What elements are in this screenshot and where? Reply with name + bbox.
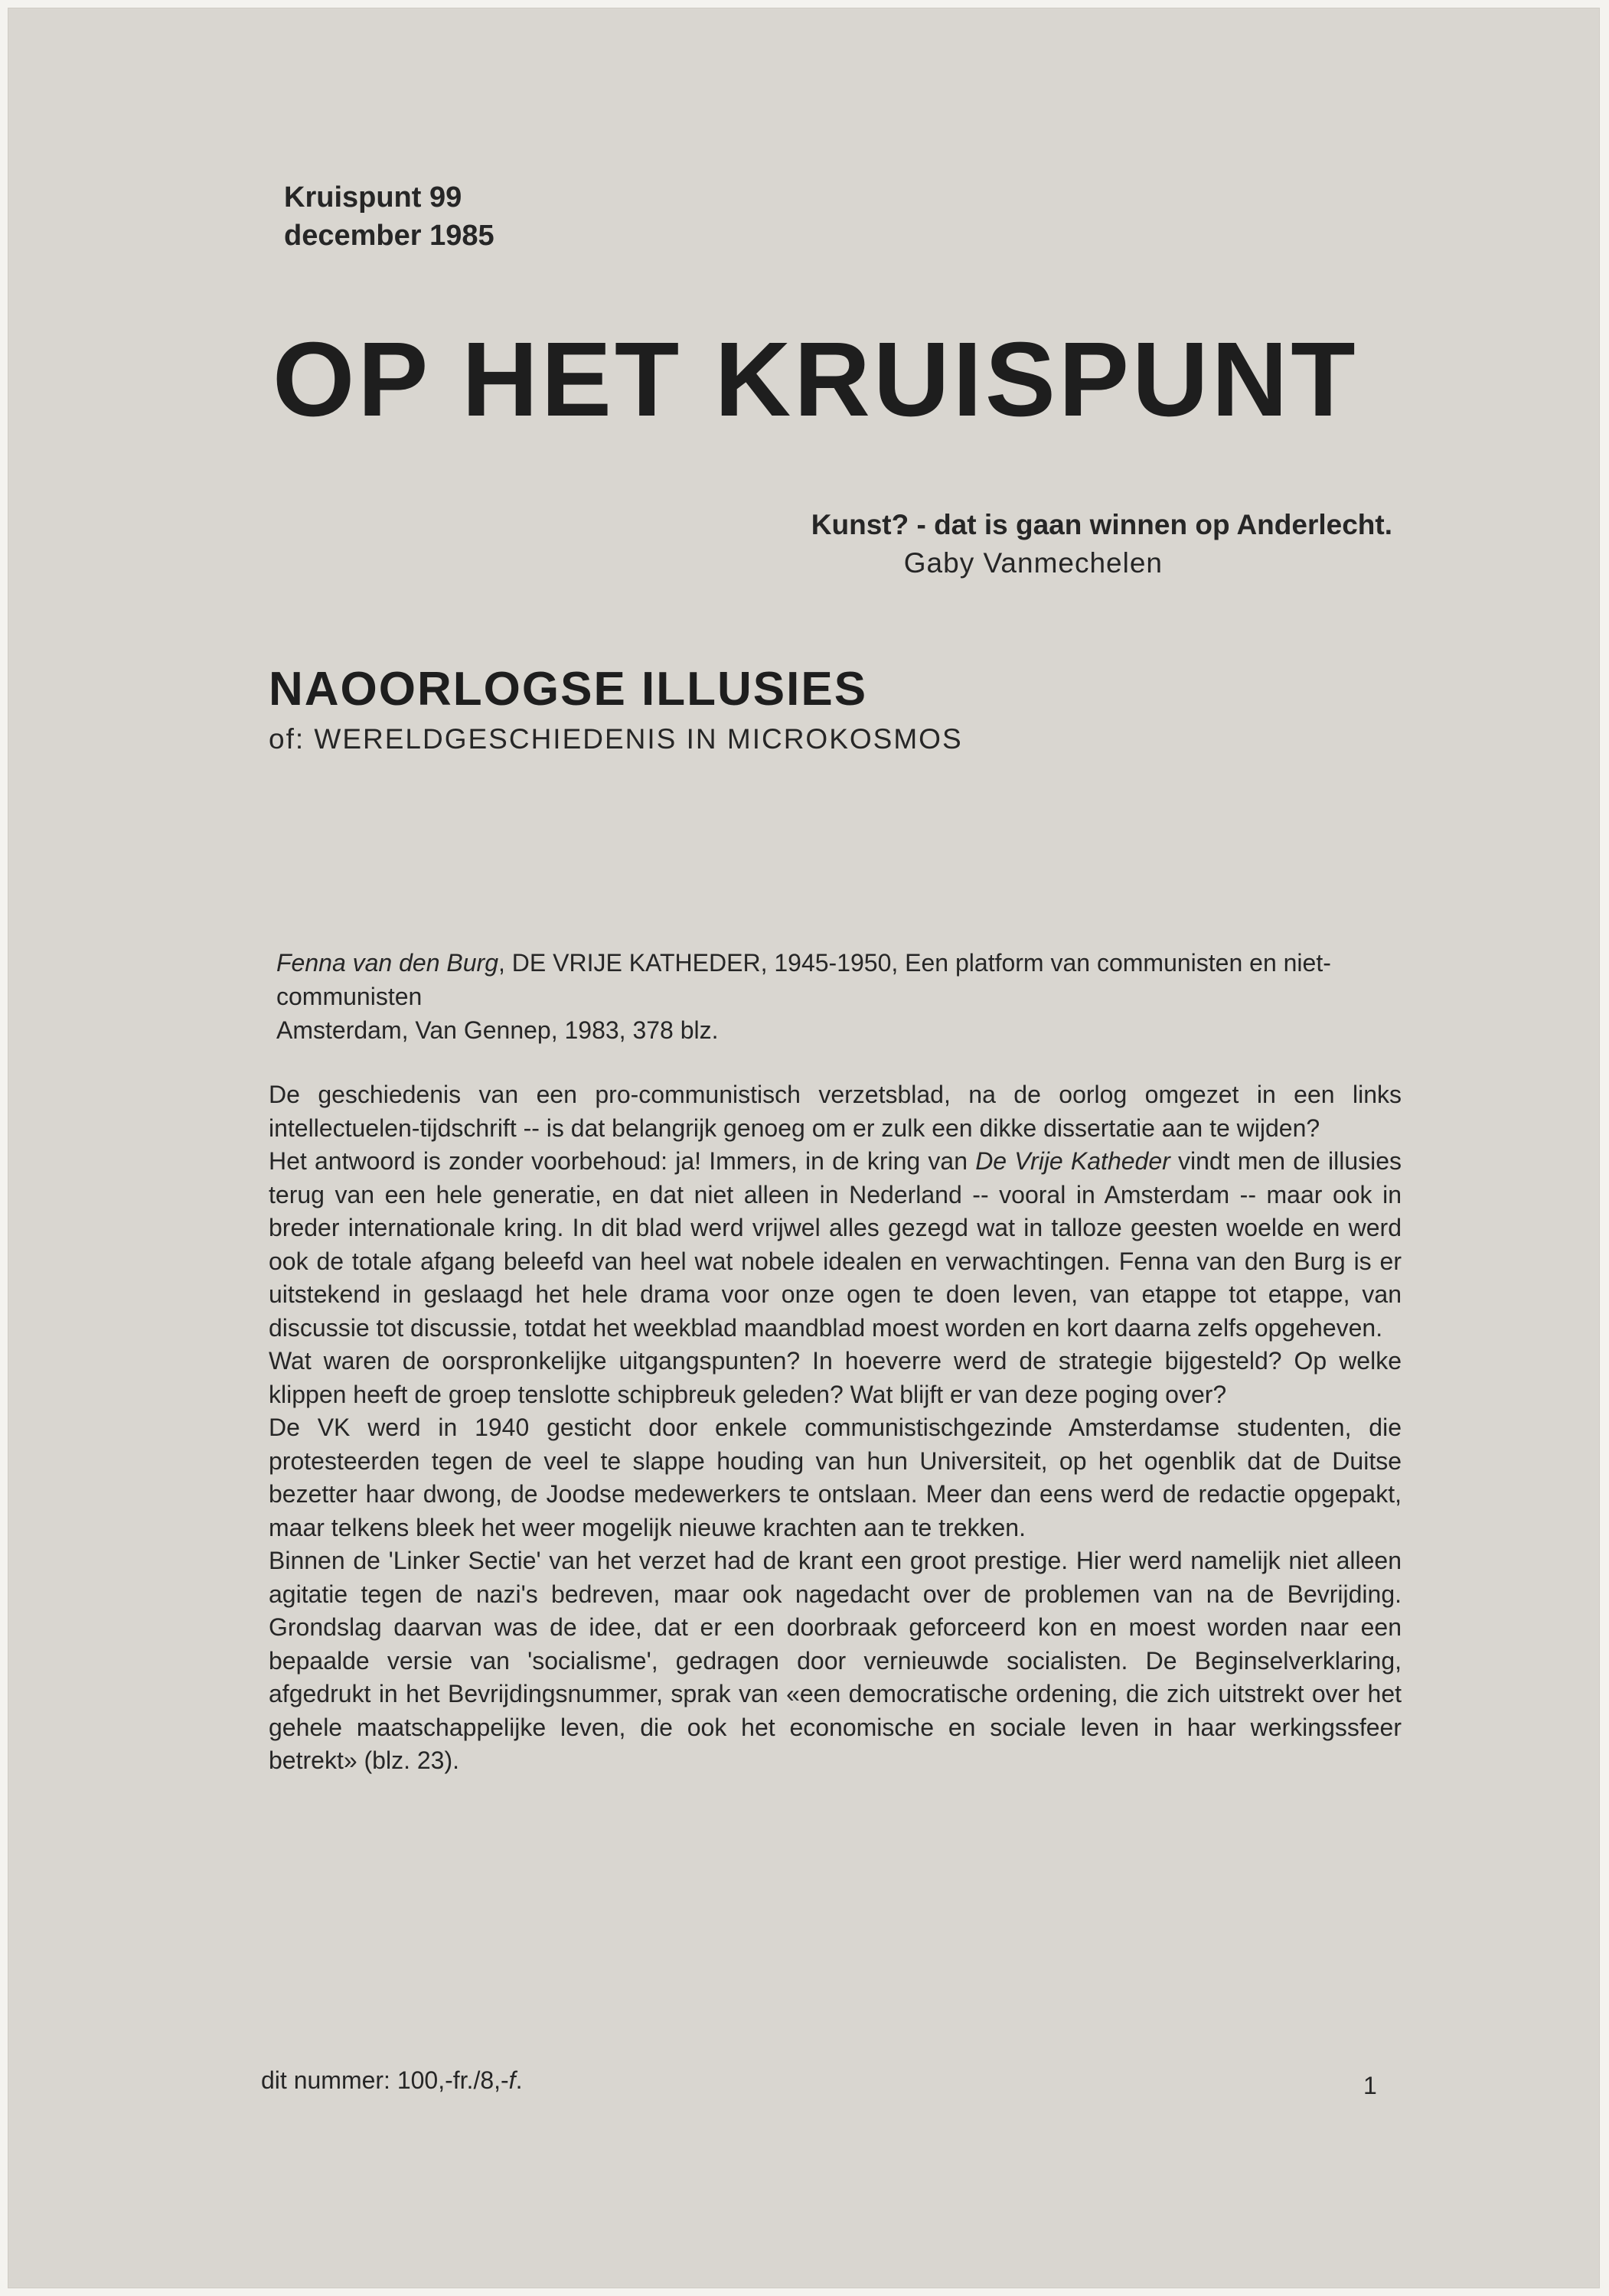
paragraph: Wat waren de oorspronkelijke uitgangspunten? In hoeverre werd de strategie bijgesteld? Op welke klippen heeft de groep tenslotte schipbreuk geleden? Wat blijft er van deze poging over? [269,1347,1402,1408]
paragraph-text: Het antwoord is zonder voorbehoud: ja! Immers, in de kring van [269,1147,976,1175]
masthead-title: OP HET KRUISPUNT [273,321,1359,439]
price-suffix: . [515,2066,523,2094]
magazine-page [8,8,1600,2288]
paragraph: Binnen de 'Linker Sectie' van het verzet had de krant een groot prestige. Hier werd namelijk niet alleen agitatie tegen de nazi's bedreven, maar ook nagedacht over de problemen van na de Bevrijding. Grondslag daarvan was de idee, dat er een doorbraak geforceerd kon en moest worden naar een bepaalde versie van 'socialisme', gedragen door vernieuwde socialisten. De Beginselverklaring, afgedrukt in het Bevrijdingsnummer, sprak van «een democratische ordening, die zich uitstrekt over het gehele maatschappelijke leven, die ook het economische en sociale leven in haar werkingssfeer betrekt» (blz. 23). [269,1547,1402,1774]
book-author: Fenna van den Burg [276,949,498,977]
issue-date: december 1985 [284,220,494,252]
paragraph: De geschiedenis van een pro-communistisch verzetsblad, na de oorlog omgezet in een links intellectuelen-tijdschrift -- is dat belangrijk genoeg om er zulk een dikke dissertatie aan te wijden? [269,1081,1402,1142]
motto-author: Gaby Vanmechelen [903,547,1163,579]
article-subtitle: of: WERELDGESCHIEDENIS IN MICROKOSMOS [269,723,963,755]
paragraph [269,1145,1402,1345]
issue-number: Kruispunt 99 [284,181,462,214]
price-currency: f [508,2066,516,2094]
motto [811,506,1392,582]
issue-info [284,178,494,255]
price-text: dit nummer: 100,-fr./8,- [261,2066,509,2094]
price-note [261,2063,522,2097]
paragraph: De VK werd in 1940 gesticht door enkele communistischgezinde Amsterdamse studenten, die protesteerden tegen de veel te slappe houding van hun Universiteit, op het ogenblik dat de Duitse bezetter haar dwong, de Joodse medewerkers te ontslaan. Meer dan eens werd de redactie opgepakt, maar telkens bleek het weer mogelijk nieuwe krachten aan te trekken. [269,1414,1402,1541]
motto-quote: Kunst? - dat is gaan winnen op Anderlecht. [811,509,1392,540]
article-body [269,1078,1402,1778]
book-reference [276,946,1409,1047]
book-title: , DE VRIJE KATHEDER, 1945-1950, Een platform van communisten en niet-communisten [276,949,1331,1010]
page-number: 1 [1363,2072,1377,2099]
book-publication: Amsterdam, Van Gennep, 1983, 378 blz. [276,1016,719,1044]
paragraph-text: vindt men de illusies terug van een hele generatie, en dat niet alleen in Nederland -- vooral in Amsterdam -- maar ook in breder internationale kring. In dit blad werd vrijwel alles gezegd wat in talloze geesten woelde en werd ook de totale afgang beleefd van heel wat nobele idealen en verwachtingen. Fenna van den Burg is er uitstekend in geslaagd het hele drama voor onze ogen te doen leven, van etappe tot etappe, van discussie tot discussie, totdat het weekblad maandblad moest worden en kort daarna zelfs opgeheven. [269,1147,1402,1342]
article-title: NAOORLOGSE ILLUSIES [269,663,868,716]
publication-name: De Vrije Katheder [975,1147,1170,1175]
book-citation [276,946,1409,1013]
